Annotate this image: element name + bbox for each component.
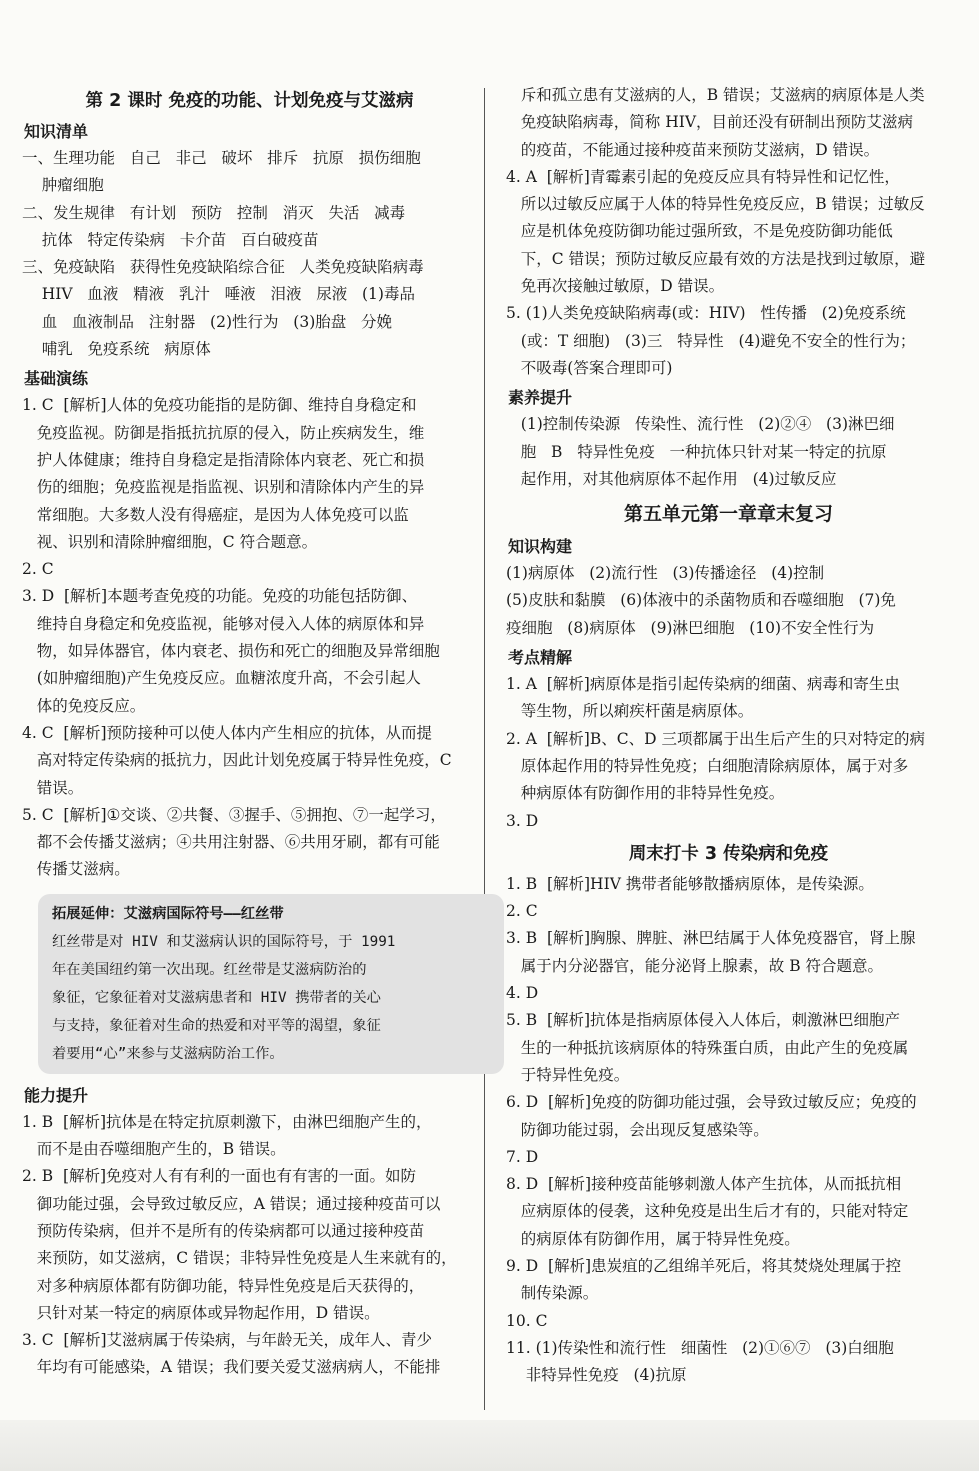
answer-line: 而不是由吞噬细胞产生的，B 错误。 [22, 1140, 286, 1159]
answer-line: 传播艾滋病。 [22, 860, 130, 879]
answer-line: 9. D [解析]患炭疽的乙组绵羊死后，将其焚烧处理属于控 [506, 1256, 902, 1275]
answer-line: (1)控制传染源 传染性、流行性 (2)②④ (3)淋巴细 [506, 415, 895, 434]
answer-line: 等生物，所以痢疾杆菌是病原体。 [506, 702, 754, 721]
knowledge-line: 一、生理功能 自己 非己 破坏 排斥 抗原 损伤细胞 [22, 149, 421, 167]
answer-line: 3. C [解析]艾滋病属于传染病，与年龄无关，成年人、青少 [22, 1331, 433, 1350]
knowledge-heading: 知识清单 [24, 122, 89, 141]
knowledge-line: 血 血液制品 注射器 (2)性行为 (3)胎盘 分娩 [22, 312, 393, 331]
extension-line: 着要用“心”来参与艾滋病防治工作。 [52, 1045, 284, 1062]
answer-line: 原体起作用的特异性免疫；白细胞清除病原体，属于对多 [506, 756, 909, 775]
answer-line: 1. B [解析]HIV 携带者能够散播病原体，是传染源。 [506, 874, 874, 893]
knowledge-line: 哺乳 免疫系统 病原体 [22, 340, 211, 359]
answer-line: (如肿瘤细胞)产生免疫反应。血糖浓度升高，不会引起人 [22, 669, 421, 688]
answer-line: 3. D [解析]本题考查免疫的功能。免疫的功能包括防御、 [22, 587, 418, 606]
answer-line: 应病原体的侵袭，这种免疫是出生后才有的，只能对特定 [506, 1202, 909, 1221]
extension-line: 红丝带是对 HIV 和艾滋病认识的国际符号，于 1991 [52, 933, 396, 950]
extension-line: 与支持，象征着对生命的热爱和对平等的渴望，象征 [52, 1017, 381, 1034]
answer-line: 胞 B 特异性免疫 一种抗体只针对某一特定的抗原 [506, 442, 887, 461]
answer-line: 只针对某一特定的病原体或异物起作用，D 错误。 [22, 1303, 380, 1322]
answer-line: 对多种病原体都有防御功能，特异性免疫是后天获得的， [22, 1276, 425, 1295]
extension-heading: 拓展延伸：艾滋病国际符号——红丝带 [52, 905, 284, 922]
answer-line: 3. D [506, 811, 539, 830]
answer-line: 生的一种抵抗该病原体的特殊蛋白质，由此产生的免疫属 [506, 1038, 909, 1057]
answer-line: 1. A [解析]病原体是指引起传染病的细菌、病毒和寄生虫 [506, 675, 900, 694]
literacy-answers [506, 411, 951, 493]
answer-line: 疫细胞 (8)病原体 (9)淋巴细胞 (10)不安全性行为 [506, 618, 875, 637]
answer-line: 6. D [解析]免疫的防御功能过强，会导致过敏反应；免疫的 [506, 1093, 917, 1112]
points-answers [506, 671, 951, 835]
answer-line: 4. C [解析]预防接种可以使人体内产生相应的抗体，从而提 [22, 723, 433, 742]
answer-line: 高对特定传染病的抵抗力，因此计划免疫属于特异性免疫，C [22, 751, 452, 770]
answer-line: 所以过敏反应属于人体的特异性免疫反应，B 错误；过敏反 [506, 195, 925, 214]
knowledge-list [22, 145, 477, 363]
ability-heading: 能力提升 [24, 1085, 89, 1105]
answer-line: 常细胞。大多数人没有得癌症，是因为人体免疫可以监 [22, 505, 409, 524]
answer-line: 预防传染病，但并不是所有的传染病都可以通过接种疫苗 [22, 1221, 425, 1240]
basic-answers [22, 392, 477, 883]
answer-line: 制传染源。 [506, 1284, 599, 1303]
answer-line: 视、识别和清除肿瘤细胞，C 符合题意。 [22, 532, 318, 551]
answer-line: 维持自身稳定和免疫监视，能够对侵入人体的病原体和异 [22, 614, 425, 633]
answer-line: 非特异性免疫 (4)抗原 [506, 1366, 687, 1385]
answer-line: 来预防，如艾滋病，C 错误；非特异性免疫是人生来就有的， [22, 1249, 457, 1268]
right-column [506, 82, 951, 1389]
answer-line: 5. C [解析]①交谈、②共餐、③握手、⑤拥抱、⑦一起学习， [22, 805, 446, 824]
knowledge-line: 抗体 特定传染病 卡介苗 百白破疫苗 [22, 230, 319, 249]
continued-answers [506, 82, 951, 382]
answer-line: 护人体健康；维持自身稳定是指清除体内衰老、死亡和损 [22, 450, 425, 469]
answer-line: 7. D [506, 1147, 539, 1166]
build-list [506, 560, 951, 642]
answer-line: 免疫缺陷病毒，简称 HIV，目前还没有研制出预防艾滋病 [506, 113, 914, 132]
answer-line: 1. C [解析]人体的免疫功能指的是防御、维持自身稳定和 [22, 396, 417, 415]
answer-line: 免再次接触过敏原，D 错误。 [506, 277, 725, 296]
ability-answers [22, 1109, 477, 1382]
extension-box [38, 894, 504, 1074]
answer-line: 2. C [22, 560, 54, 579]
answer-line: 5. (1)人类免疫缺陷病毒(或：HIV) 性传播 (2)免疫系统 [506, 304, 906, 323]
answer-line: 8. D [解析]接种疫苗能够刺激人体产生抗体，从而抵抗相 [506, 1175, 902, 1194]
answer-line: 都不会传播艾滋病；④共用注射器、⑥共用牙刷，都有可能 [22, 833, 440, 852]
column-divider [484, 88, 485, 1410]
answer-line: 2. C [506, 902, 538, 921]
lesson-title: 第 2 课时 免疫的功能、计划免疫与艾滋病 [85, 91, 414, 111]
bottom-edge [0, 1420, 979, 1471]
answer-line: (或：T 细胞) (3)三 特异性 (4)避免不安全的性行为； [506, 331, 916, 350]
answer-line: 免疫监视。防御是指抵抗抗原的侵入，防止疾病发生，维 [22, 423, 425, 442]
answer-line: 于特异性免疫。 [506, 1065, 630, 1084]
basic-heading: 基础演练 [24, 369, 89, 389]
answer-line: 年均有可能感染，A 错误；我们要关爱艾滋病病人，不能排 [22, 1358, 441, 1377]
answer-line: 3. B [解析]胸腺、脾脏、淋巴结属于人体免疫器官，肾上腺 [506, 929, 916, 948]
answer-line: 的疫苗，不能通过接种疫苗来预防艾滋病，D 错误。 [506, 140, 880, 159]
extension-line: 年在美国纽约第一次出现。红丝带是艾滋病防治的 [52, 961, 367, 978]
answer-line: 下，C 错误；预防过敏反应最有效的方法是找到过敏原，避 [506, 249, 926, 268]
answer-line: 2. B [解析]免疫对人有有利的一面也有有害的一面。如防 [22, 1167, 417, 1186]
build-heading: 知识构建 [508, 537, 573, 557]
answer-line: 2. A [解析]B、C、D 三项都属于出生后产生的只对特定的病 [506, 729, 925, 748]
literacy-heading: 素养提升 [508, 388, 573, 408]
answer-line: (1)病原体 (2)流行性 (3)传播途径 (4)控制 [506, 564, 825, 583]
answer-line: 御功能过强，会导致过敏反应，A 错误；通过接种疫苗可以 [22, 1194, 441, 1213]
answer-line: 的病原体有防御作用，属于特异性免疫。 [506, 1229, 800, 1248]
weekend-title: 周末打卡 3 传染病和免疫 [628, 843, 829, 864]
weekend-answers [506, 871, 951, 1390]
extension-line: 象征，它象征着对艾滋病患者和 HIV 携带者的关心 [52, 989, 381, 1006]
answer-line: 1. B [解析]抗体是在特定抗原刺激下，由淋巴细胞产生的， [22, 1112, 432, 1131]
answer-line: (5)皮肤和黏膜 (6)体液中的杀菌物质和吞噬细胞 (7)免 [506, 591, 896, 610]
answer-line: 11. (1)传染性和流行性 细菌性 (2)①⑥⑦ (3)白细胞 [506, 1338, 894, 1357]
answer-line: 种病原体有防御作用的非特异性免疫。 [506, 784, 785, 803]
answer-line: 起作用，对其他病原体不起作用 (4)过敏反应 [506, 469, 837, 488]
knowledge-line: 肿瘤细胞 [22, 176, 104, 195]
answer-line: 10. C [506, 1311, 548, 1330]
knowledge-line: HIV 血液 精液 乳汁 唾液 泪液 尿液 (1)毒品 [22, 285, 415, 304]
review-title: 第五单元第一章章末复习 [623, 503, 833, 526]
answer-line: 应是机体免疫防御功能过强所致，不是免疫防御功能低 [506, 222, 893, 241]
left-column [22, 82, 477, 1382]
answer-line: 物，如异体器官，体内衰老、损伤和死亡的细胞及异常细胞 [22, 642, 440, 661]
answer-line: 4. D [506, 984, 539, 1003]
answer-line: 4. A [解析]青霉素引起的免疫反应具有特异性和记忆性， [506, 167, 900, 186]
answer-line: 错误。 [22, 778, 84, 797]
knowledge-line: 三、免疫缺陷 获得性免疫缺陷综合征 人类免疫缺陷病毒 [22, 258, 424, 277]
answer-line: 不吸毒(答案合理即可) [506, 358, 673, 377]
answer-line: 属于内分泌器官，能分泌肾上腺素，故 B 符合题意。 [506, 956, 884, 975]
answer-line: 防御功能过弱，会出现反复感染等。 [506, 1120, 769, 1139]
points-heading: 考点精解 [508, 648, 573, 668]
answer-line: 斥和孤立患有艾滋病的人，B 错误；艾滋病的病原体是人类 [506, 86, 925, 104]
answer-line: 伤的细胞；免疫监视是指监视、识别和清除体内产生的异 [22, 478, 425, 497]
knowledge-line: 二、发生规律 有计划 预防 控制 消灭 失活 减毒 [22, 203, 406, 222]
answer-line: 体的免疫反应。 [22, 696, 146, 715]
answer-line: 5. B [解析]抗体是指病原体侵入人体后，刺激淋巴细胞产 [506, 1011, 901, 1030]
